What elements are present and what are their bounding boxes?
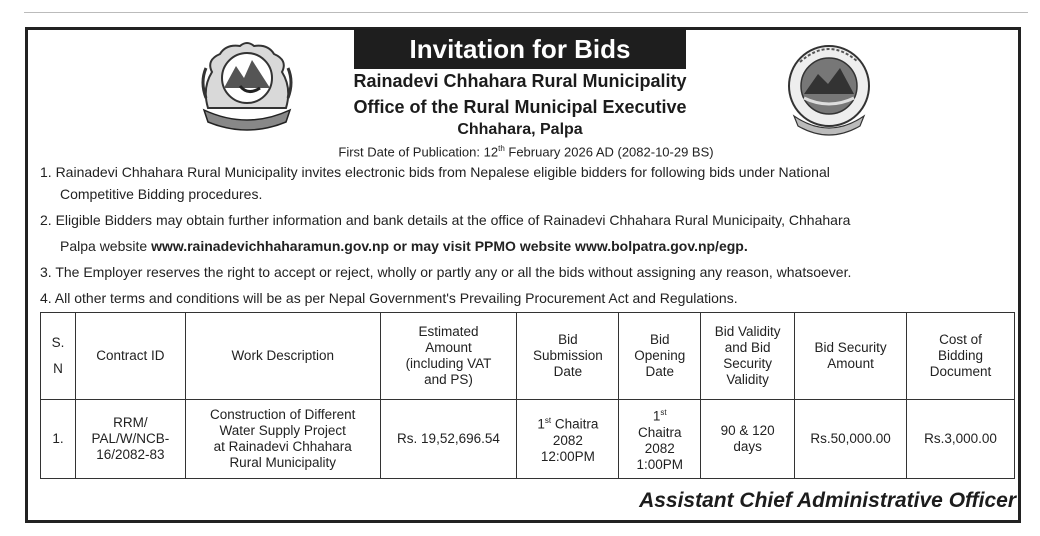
header-sn: S. N <box>41 313 76 400</box>
cell-submission-date: 1st Chaitra 2082 12:00PM <box>517 400 619 479</box>
paragraph-1-line-1: 1. Rainadevi Chhahara Rural Municipality invites electronic bids from Nepalese eligible bidders for following bids under National <box>40 164 830 180</box>
paragraph-2-line-2: Palpa website www.rainadevichhaharamun.gov.np or may visit PPMO website www.bolpatra.gov.np/egp. <box>60 238 748 254</box>
header-contract-id: Contract ID <box>75 313 185 400</box>
cell-opening-date: 1st Chaitra 2082 1:00PM <box>619 400 701 479</box>
paragraph-4: 4. All other terms and conditions will be as per Nepal Government's Prevailing Procurement Act and Regulations. <box>40 290 738 306</box>
location: Chhahara, Palpa <box>457 121 583 138</box>
bids-table <box>40 312 1015 479</box>
top-divider <box>24 12 1028 13</box>
cell-contract-id: RRM/ PAL/W/NCB- 16/2082-83 <box>75 400 185 479</box>
cell-bid-security: Rs.50,000.00 <box>795 400 907 479</box>
header-submission-date: Bid Submission Date <box>517 313 619 400</box>
header-bid-validity: Bid Validity and Bid Security Validity <box>701 313 795 400</box>
publication-date: First Date of Publication: 12th February 2026 AD (2082-10-29 BS) <box>338 144 714 160</box>
signatory: Assistant Chief Administrative Officer <box>639 489 1016 512</box>
table-header-row <box>41 313 1015 400</box>
cell-cost-document: Rs.3,000.00 <box>907 400 1015 479</box>
cell-work-description: Construction of Different Water Supply Project at Rainadevi Chhahara Rural Municipality <box>185 400 380 479</box>
paragraph-3: 3. The Employer reserves the right to accept or reject, wholly or partly any or all the bids without assigning any reason, whatsoever. <box>40 264 852 280</box>
organization-name: Rainadevi Chhahara Rural Municipality <box>353 71 687 91</box>
paragraph-2-line-1: 2. Eligible Bidders may obtain further information and bank details at the office of Rainadevi Chhahara Rural Municipaity, Chhahara <box>40 212 851 228</box>
header-work-description: Work Description <box>185 313 380 400</box>
table-row <box>41 400 1015 479</box>
cell-sn: 1. <box>41 400 76 479</box>
cell-estimated-amount: Rs. 19,52,696.54 <box>380 400 517 479</box>
notice-title: Invitation for Bids <box>354 29 686 69</box>
cell-bid-validity: 90 & 120 days <box>701 400 795 479</box>
header-estimated-amount: Estimated Amount (including VAT and PS) <box>380 313 517 400</box>
paragraph-1-line-2: Competitive Bidding procedures. <box>60 186 263 202</box>
header-cost-document: Cost of Bidding Document <box>907 313 1015 400</box>
header-bid-security: Bid Security Amount <box>795 313 907 400</box>
header-opening-date: Bid Opening Date <box>619 313 701 400</box>
office-name: Office of the Rural Municipal Executive <box>353 97 687 117</box>
website-links: www.rainadevichhaharamun.gov.np or may visit PPMO website www.bolpatra.gov.np/egp. <box>151 238 748 254</box>
